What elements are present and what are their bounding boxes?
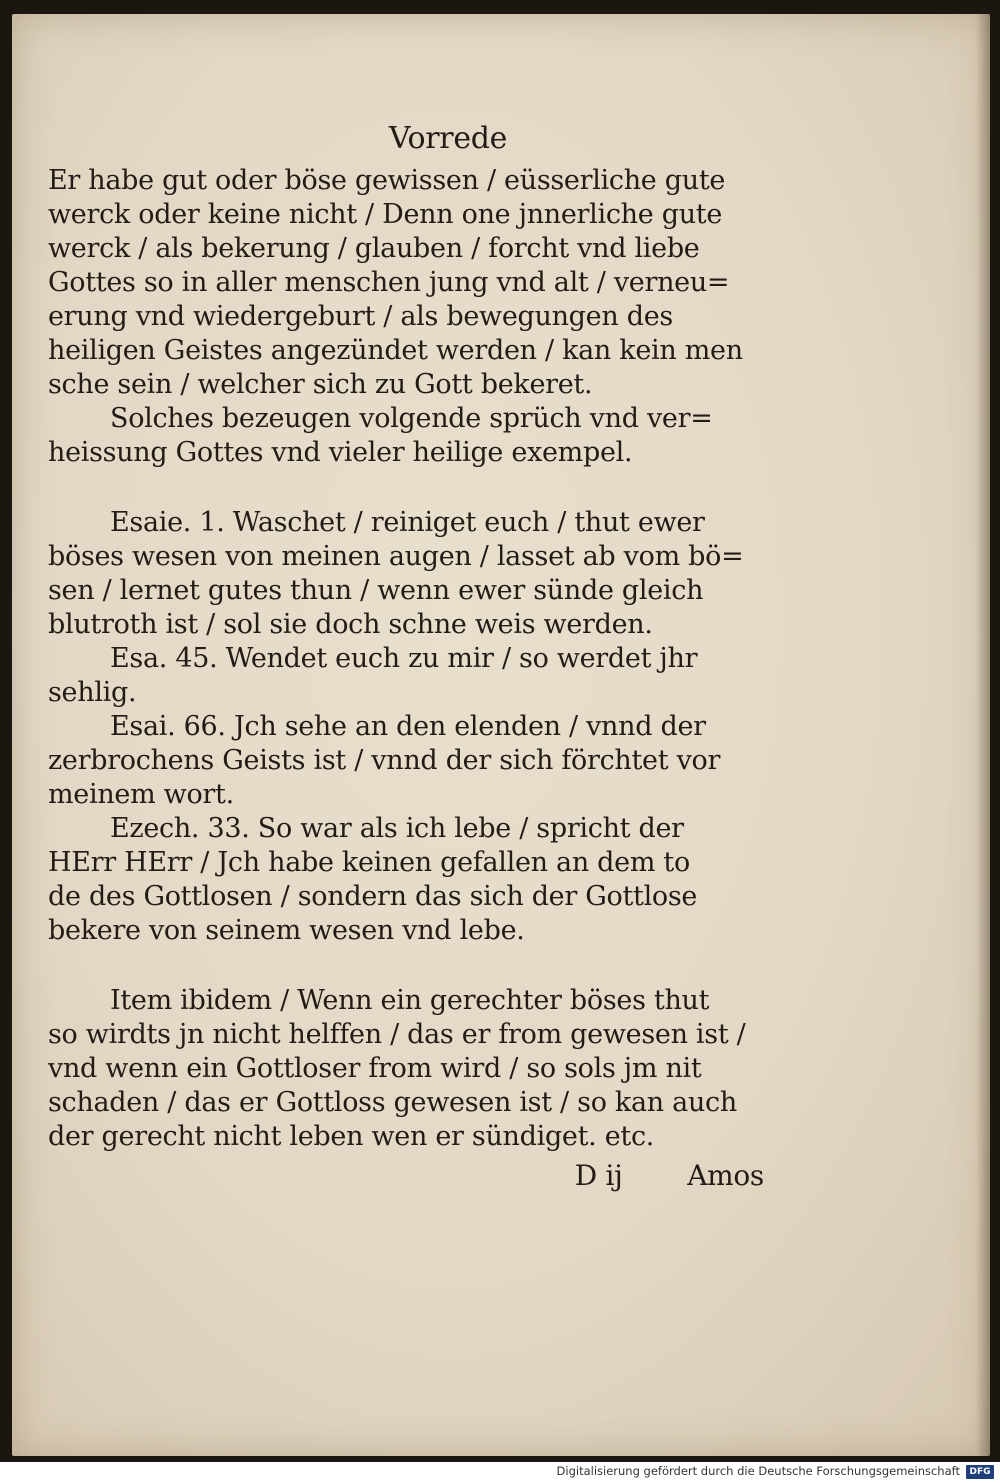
credit-bar — [0, 1462, 1000, 1483]
text-line: sehlig. — [48, 677, 137, 708]
catchword: Amos — [687, 1159, 764, 1192]
page-text-block — [48, 114, 788, 1194]
text-line: blutroth ist / sol sie doch schne weis werden. — [48, 609, 653, 640]
paragraph-gap — [48, 948, 788, 984]
text-line: Esa. 45. Wendet euch zu mir / so werdet jhr — [110, 643, 698, 674]
signature-mark: D ij — [574, 1159, 623, 1192]
text-line: Item ibidem / Wenn ein gerechter böses thut — [110, 985, 710, 1016]
text-line: de des Gottlosen / sondern das sich der Gottlose — [48, 881, 698, 912]
text-line: HErr HErr / Jch habe keinen gefallen an dem to — [48, 847, 690, 878]
text-line: heissung Gottes vnd vieler heilige exempel. — [48, 437, 633, 468]
text-line: vnd wenn ein Gottloser from wird / so sols jm nit — [48, 1053, 702, 1084]
text-line: meinem wort. — [48, 779, 234, 810]
text-line: werck oder keine nicht / Denn one jnnerliche gute — [48, 199, 723, 230]
text-line: böses wesen von meinen augen / lasset ab vom bö= — [48, 541, 744, 572]
text-line: sche sein / welcher sich zu Gott bekeret. — [48, 369, 593, 400]
text-line: Esai. 66. Jch sehe an den elenden / vnnd der — [110, 711, 706, 742]
text-line: bekere von seinem wesen vnd lebe. — [48, 915, 525, 946]
text-line: Ezech. 33. So war als ich lebe / spricht der — [110, 813, 684, 844]
text-line: Gottes so in aller menschen jung vnd alt / verneu= — [48, 267, 730, 298]
text-line: werck / als bekerung / glauben / forcht vnd liebe — [48, 233, 700, 264]
page-edge-shadow — [976, 14, 990, 1456]
paragraph-gap — [48, 470, 788, 506]
text-line: heiligen Geistes angezündet werden / kan kein men — [48, 335, 743, 366]
text-line: Solches bezeugen volgende sprüch vnd ver= — [110, 403, 713, 434]
text-line: Esaie. 1. Waschet / reiniget euch / thut ewer — [110, 507, 705, 538]
text-line: der gerecht nicht leben wen er sündiget. etc. — [48, 1121, 655, 1152]
credit-text: Digitalisierung gefördert durch die Deutsche Forschungsgemeinschaft — [556, 1464, 960, 1478]
text-line: schaden / das er Gottloss gewesen ist / so kan auch — [48, 1087, 737, 1118]
text-line: sen / lernet gutes thun / wenn ewer sünde gleich — [48, 575, 704, 606]
text-line: zerbrochens Geists ist / vnnd der sich förchtet vor — [48, 745, 721, 776]
dfg-logo-icon: DFG — [966, 1465, 994, 1479]
page-footer-line — [48, 1158, 788, 1194]
text-line: so wirdts jn nicht helffen / das er from gewesen ist / — [48, 1019, 746, 1050]
text-line: Er habe gut oder böse gewissen / eüsserliche gute — [48, 165, 726, 196]
text-line: erung vnd wiedergeburt / als bewegungen des — [48, 301, 673, 332]
book-page — [12, 14, 990, 1456]
running-head: Vorrede — [388, 121, 508, 156]
